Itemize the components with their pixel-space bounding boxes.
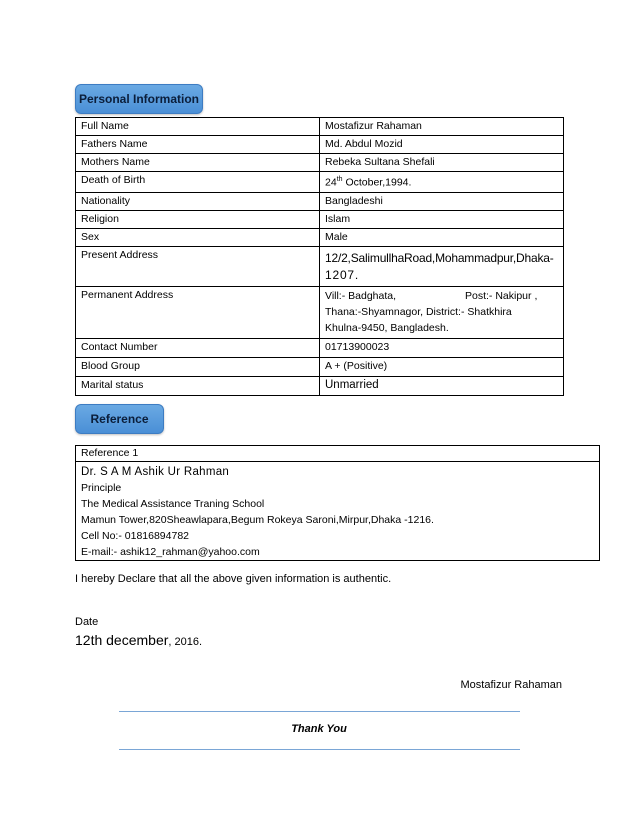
present-address-line1: 12/2,SalimullhaRoad,Mohammadpur,Dhaka- xyxy=(325,250,554,265)
permanent-address-village: Vill:- Badghata, xyxy=(325,289,397,302)
date-label: Date xyxy=(75,616,99,628)
reference-cell: Cell No:- 01816894782 xyxy=(81,530,189,542)
full-name-value: Mostafizur Rahaman xyxy=(320,118,564,136)
table-row xyxy=(76,136,564,154)
personal-info-table xyxy=(75,117,564,396)
blood-group-label: Blood Group xyxy=(76,357,320,376)
personal-information-header: Personal Information xyxy=(75,84,203,114)
mothers-name-value: Rebeka Sultana Shefali xyxy=(320,154,564,172)
table-row xyxy=(76,118,564,136)
table-row xyxy=(76,286,564,338)
table-row xyxy=(76,376,564,395)
present-address-value xyxy=(320,246,564,286)
date-year: , 2016. xyxy=(168,636,203,648)
declaration-text: I hereby Declare that all the above given information is authentic. xyxy=(75,573,392,585)
fathers-name-value: Md. Abdul Mozid xyxy=(320,136,564,154)
date-value xyxy=(75,632,202,648)
table-row xyxy=(76,172,564,193)
sex-value: Male xyxy=(320,228,564,246)
table-row xyxy=(76,210,564,228)
table-row xyxy=(76,246,564,286)
present-address-label: Present Address xyxy=(76,246,320,286)
blood-group-value: A + (Positive) xyxy=(320,357,564,376)
permanent-address-value xyxy=(320,286,564,338)
birth-date-value xyxy=(320,172,564,193)
reference-position: Principle xyxy=(81,482,122,494)
table-row xyxy=(76,228,564,246)
religion-value: Islam xyxy=(320,210,564,228)
table-row xyxy=(76,192,564,210)
reference-email: E-mail:- ashik12_rahman@yahoo.com xyxy=(81,546,260,558)
table-row xyxy=(76,357,564,376)
birth-date-label: Death of Birth xyxy=(76,172,320,193)
contact-number-value: 01713900023 xyxy=(320,338,564,357)
full-name-label: Full Name xyxy=(76,118,320,136)
birth-day-suffix: th xyxy=(336,176,343,183)
nationality-label: Nationality xyxy=(76,192,320,210)
present-address-line2: 1207. xyxy=(325,267,360,282)
fathers-name-label: Fathers Name xyxy=(76,136,320,154)
table-row xyxy=(76,154,564,172)
reference-institution: The Medical Assistance Traning School xyxy=(81,498,265,510)
top-divider xyxy=(119,711,520,712)
nationality-value: Bangladeshi xyxy=(320,192,564,210)
birth-month-year: October,1994. xyxy=(342,176,412,189)
sex-label: Sex xyxy=(76,228,320,246)
date-day-month: 12th december xyxy=(75,632,169,648)
mothers-name-label: Mothers Name xyxy=(76,154,320,172)
reference-name: Dr. S A M Ashik Ur Rahman xyxy=(81,466,230,478)
reference-title: Reference 1 xyxy=(76,446,599,462)
marital-status-label: Marital status xyxy=(76,376,320,395)
contact-number-label: Contact Number xyxy=(76,338,320,357)
bottom-divider xyxy=(119,749,520,750)
reference-box xyxy=(75,445,600,561)
reference-address: Mamun Tower,820Sheawlapara,Begum Rokeya Saroni,Mirpur,Dhaka -1216. xyxy=(81,514,434,526)
signature-name: Mostafizur Rahaman xyxy=(460,679,562,691)
thank-you-text: Thank You xyxy=(291,723,347,735)
birth-day: 24 xyxy=(325,176,337,189)
permanent-address-thana: Thana:-Shyamnagor, District:- Shatkhira xyxy=(325,305,512,318)
reference-header: Reference xyxy=(75,404,164,434)
permanent-address-post: Post:- Nakipur , xyxy=(465,289,538,302)
religion-label: Religion xyxy=(76,210,320,228)
permanent-address-division: Khulna-9450, Bangladesh. xyxy=(325,321,449,334)
table-row xyxy=(76,338,564,357)
marital-status-value: Unmarried xyxy=(320,376,564,395)
permanent-address-label: Permanent Address xyxy=(76,286,320,338)
